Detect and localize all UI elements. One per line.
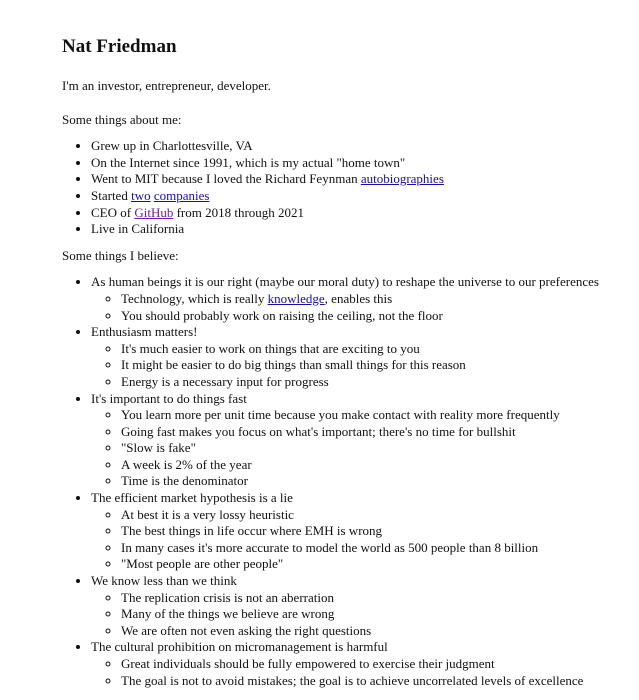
beliefs-heading: Some things I believe:	[62, 247, 179, 263]
sub-item: ◦ The best things in life occur where EMH is wrong	[121, 523, 622, 540]
sub-item: ◦ Time is the denominator	[121, 473, 622, 490]
belief-item	[91, 573, 622, 639]
belief-item	[91, 391, 622, 491]
sub-item-text: Technology, which is really	[121, 290, 268, 306]
list-item: • Live in California	[91, 221, 622, 238]
companies-link[interactable]: companies	[153, 187, 210, 203]
sub-item: ◦ Going fast makes you focus on what's important; there's no time for bullshit	[121, 424, 622, 441]
sub-item: ◦ The replication crisis is not an aberration	[121, 590, 622, 607]
sub-item: ◦ A week is 2% of the year	[121, 457, 622, 474]
list-item	[91, 188, 622, 205]
belief-text: The cultural prohibition on micromanagement is harmful	[91, 639, 388, 655]
belief-sublist	[91, 590, 622, 640]
knowledge-link[interactable]: knowledge	[267, 290, 325, 306]
sub-item: ◦ Energy is a necessary input for progress	[121, 374, 622, 391]
list-item	[91, 171, 622, 188]
belief-item	[91, 639, 622, 689]
belief-sublist	[91, 407, 622, 490]
sub-item: ◦ At best it is a very lossy heuristic	[121, 507, 622, 524]
page-title: Nat Friedman	[62, 36, 177, 57]
belief-text: As human beings it is our right (maybe our moral duty) to reshape the universe to our preferences	[91, 274, 599, 290]
sub-item: ◦ You learn more per unit time because you make contact with reality more frequently	[121, 407, 622, 424]
sub-item: ◦ You should probably work on raising the ceiling, not the floor	[121, 308, 622, 325]
sub-item: ◦ The goal is not to avoid mistakes; the goal is to achieve uncorrelated levels of excellence	[121, 673, 622, 690]
autobiographies-link[interactable]: autobiographies	[360, 171, 444, 187]
list-item: • On the Internet since 1991, which is my actual "home town"	[91, 155, 622, 172]
list-item-text: Started	[91, 187, 132, 203]
belief-text: Enthusiasm matters!	[91, 324, 198, 340]
sub-item	[121, 291, 622, 308]
list-item-text: Went to MIT because I loved the Richard Feynman	[91, 171, 361, 187]
belief-item	[91, 324, 622, 390]
sub-item: ◦ Many of the things we believe are wrong	[121, 606, 622, 623]
belief-text: The efficient market hypothesis is a lie	[91, 490, 293, 506]
belief-sublist	[91, 507, 622, 573]
two-link[interactable]: two	[131, 187, 151, 203]
sub-item: ◦ In many cases it's more accurate to model the world as 500 people than 8 billion	[121, 540, 622, 557]
belief-sublist	[91, 341, 622, 391]
belief-item	[91, 490, 622, 573]
list-item-text: CEO of	[91, 204, 135, 220]
sub-item: ◦ "Slow is fake"	[121, 440, 622, 457]
about-list	[62, 138, 622, 238]
about-heading: Some things about me:	[62, 111, 182, 127]
intro-text: I'm an investor, entrepreneur, developer.	[62, 78, 271, 93]
belief-sublist	[91, 291, 622, 324]
sub-item: ◦ We are often not even asking the right questions	[121, 623, 622, 640]
belief-text: We know less than we think	[91, 573, 237, 589]
github-link[interactable]: GitHub	[134, 204, 174, 220]
sub-item: ◦ It might be easier to do big things than small things for this reason	[121, 357, 622, 374]
sub-item: ◦ Great individuals should be fully empowered to exercise their judgment	[121, 656, 622, 673]
sub-item: ◦ "Most people are other people"	[121, 556, 622, 573]
belief-item	[91, 274, 622, 324]
sub-item-text: , enables this	[324, 290, 393, 306]
list-item-text: from 2018 through 2021	[173, 204, 305, 220]
belief-text: It's important to do things fast	[91, 390, 247, 406]
sub-item: ◦ It's much easier to work on things that are exciting to you	[121, 341, 622, 358]
beliefs-list	[62, 274, 622, 689]
belief-sublist	[91, 656, 622, 689]
list-item: • Grew up in Charlottesville, VA	[91, 138, 622, 155]
list-item	[91, 205, 622, 222]
